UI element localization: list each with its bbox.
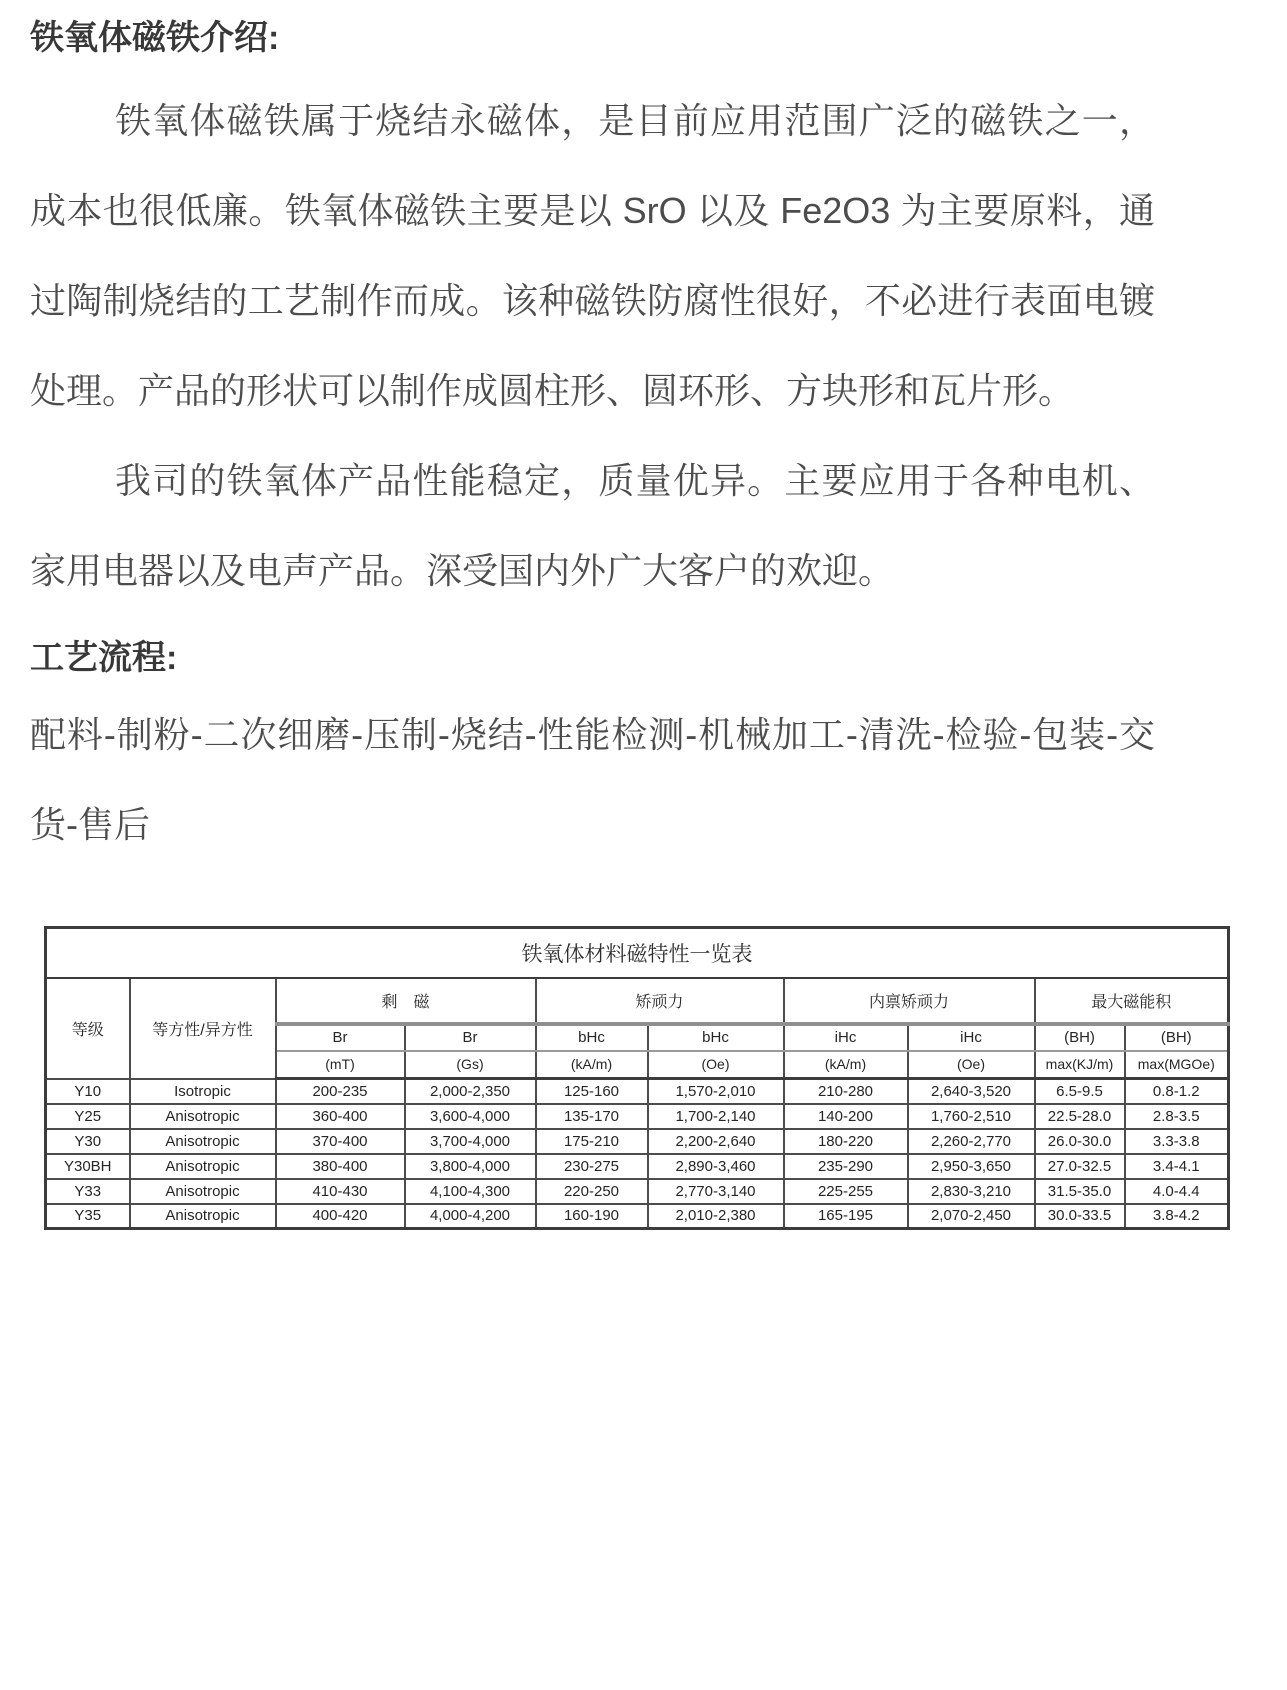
table-cell: 220-250 [536,1179,648,1204]
table-cell: 2,000-2,350 [405,1079,536,1104]
table-cell: 3.4-4.1 [1125,1154,1229,1179]
table-cell: 0.8-1.2 [1125,1079,1229,1104]
table-cell: Anisotropic [130,1104,276,1129]
table-cell: 3,800-4,000 [405,1154,536,1179]
table-cell: 210-280 [784,1079,908,1104]
table-row [46,1154,1229,1179]
unit-bhc-oe: (Oe) [648,1051,784,1079]
table-cell: 3,600-4,000 [405,1104,536,1129]
table-cell: Y30BH [46,1154,130,1179]
table-cell: 2,830-3,210 [908,1179,1035,1204]
unit-br-mt: (mT) [276,1051,405,1079]
unit-bhc-kam: (kA/m) [536,1051,648,1079]
magnetic-properties-table [44,926,1230,1230]
table-row [46,1104,1229,1129]
table-cell: 26.0-30.0 [1035,1129,1125,1154]
table-cell: 125-160 [536,1079,648,1104]
col-group-max-energy-product: 最大磁能积 [1035,978,1229,1024]
col-header-bh-mgoe: (BH) [1125,1024,1229,1051]
table-cell: 140-200 [784,1104,908,1129]
table-cell: 380-400 [276,1154,405,1179]
table-cell: 4,100-4,300 [405,1179,536,1204]
table-cell: 370-400 [276,1129,405,1154]
table-cell: 180-220 [784,1129,908,1154]
table-cell: 4,000-4,200 [405,1204,536,1229]
col-header-br-gs: Br [405,1024,536,1051]
table-cell: 230-275 [536,1154,648,1179]
table-cell: 2,070-2,450 [908,1204,1035,1229]
table-cell: Y10 [46,1079,130,1104]
col-header-br-mt: Br [276,1024,405,1051]
table-cell: 2,770-3,140 [648,1179,784,1204]
col-group-intrinsic-coercivity: 内禀矫顽力 [784,978,1035,1024]
table-group-header-row [46,978,1229,1024]
table-cell: 2,890-3,460 [648,1154,784,1179]
table-cell: 225-255 [784,1179,908,1204]
table-cell: Y25 [46,1104,130,1129]
table-cell: 1,700-2,140 [648,1104,784,1129]
table-cell: 2,010-2,380 [648,1204,784,1229]
table-cell: 1,760-2,510 [908,1104,1035,1129]
col-header-ihc-kam: iHc [784,1024,908,1051]
table-cell: 2.8-3.5 [1125,1104,1229,1129]
table-cell: Anisotropic [130,1154,276,1179]
col-header-bh-kjm: (BH) [1035,1024,1125,1051]
col-header-ihc-oe: iHc [908,1024,1035,1051]
col-header-isotropy: 等方性/异方性 [130,978,276,1079]
table-cell: 2,200-2,640 [648,1129,784,1154]
table-title-row [46,928,1229,978]
table-cell: 27.0-32.5 [1035,1154,1125,1179]
table-cell: Anisotropic [130,1179,276,1204]
table-cell: 4.0-4.4 [1125,1179,1229,1204]
col-header-grade: 等级 [46,978,130,1079]
table-cell: 6.5-9.5 [1035,1079,1125,1104]
table-cell: Y33 [46,1179,130,1204]
col-header-bhc-kam: bHc [536,1024,648,1051]
table-cell: Anisotropic [130,1129,276,1154]
table-cell: 30.0-33.5 [1035,1204,1125,1229]
unit-ihc-oe: (Oe) [908,1051,1035,1079]
table-cell: 2,950-3,650 [908,1154,1035,1179]
table-cell: 3.3-3.8 [1125,1129,1229,1154]
intro-paragraph-2: 我司的铁氧体产品性能稳定，质量优异。主要应用于各种电机、家用电器以及电声产品。深受国内外广大客户的欢迎。 [30,460,1155,591]
unit-bh-kjm: max(KJ/m) [1035,1051,1125,1079]
unit-br-gs: (Gs) [405,1051,536,1079]
table-cell: 1,570-2,010 [648,1079,784,1104]
table-cell: 360-400 [276,1104,405,1129]
table-cell: 2,260-2,770 [908,1129,1035,1154]
col-header-bhc-oe: bHc [648,1024,784,1051]
table-cell: 31.5-35.0 [1035,1179,1125,1204]
table-row [46,1079,1229,1104]
table-cell: 3.8-4.2 [1125,1204,1229,1229]
process-flow-text: 配料-制粉-二次细磨-压制-烧结-性能检测-机械加工-清洗-检验-包装-交货-售后 [30,714,1155,845]
table-cell: Y35 [46,1204,130,1229]
table-cell: Isotropic [130,1079,276,1104]
table-cell: 175-210 [536,1129,648,1154]
table-cell: 165-195 [784,1204,908,1229]
col-group-coercivity: 矫顽力 [536,978,784,1024]
intro-heading: 铁氧体磁铁介绍: [30,19,280,57]
process-heading: 工艺流程: [30,639,178,677]
table-cell: 410-430 [276,1179,405,1204]
table-row [46,1179,1229,1204]
table-row [46,1204,1229,1229]
table-cell: Y30 [46,1129,130,1154]
table-cell: 160-190 [536,1204,648,1229]
unit-ihc-kam: (kA/m) [784,1051,908,1079]
table-cell: 200-235 [276,1079,405,1104]
col-group-remanence: 剩 磁 [276,978,536,1024]
table-cell: Anisotropic [130,1204,276,1229]
table-cell: 235-290 [784,1154,908,1179]
table-cell: 400-420 [276,1204,405,1229]
table-title: 铁氧体材料磁特性一览表 [46,928,1229,978]
table-row [46,1129,1229,1154]
table-cell: 2,640-3,520 [908,1079,1035,1104]
table-cell: 135-170 [536,1104,648,1129]
table-cell: 22.5-28.0 [1035,1104,1125,1129]
intro-paragraph-1: 铁氧体磁铁属于烧结永磁体，是目前应用范围广泛的磁铁之一，成本也很低廉。铁氧体磁铁主要是以 SrO 以及 Fe2O3 为主要原料，通过陶制烧结的工艺制作而成。该种磁铁防腐性很好，不必进行表面电镀处理。产品的形状可以制作成圆柱形、圆环形、方块形和瓦片形。 [30,100,1155,411]
table-cell: 3,700-4,000 [405,1129,536,1154]
unit-bh-mgoe: max(MGOe) [1125,1051,1229,1079]
